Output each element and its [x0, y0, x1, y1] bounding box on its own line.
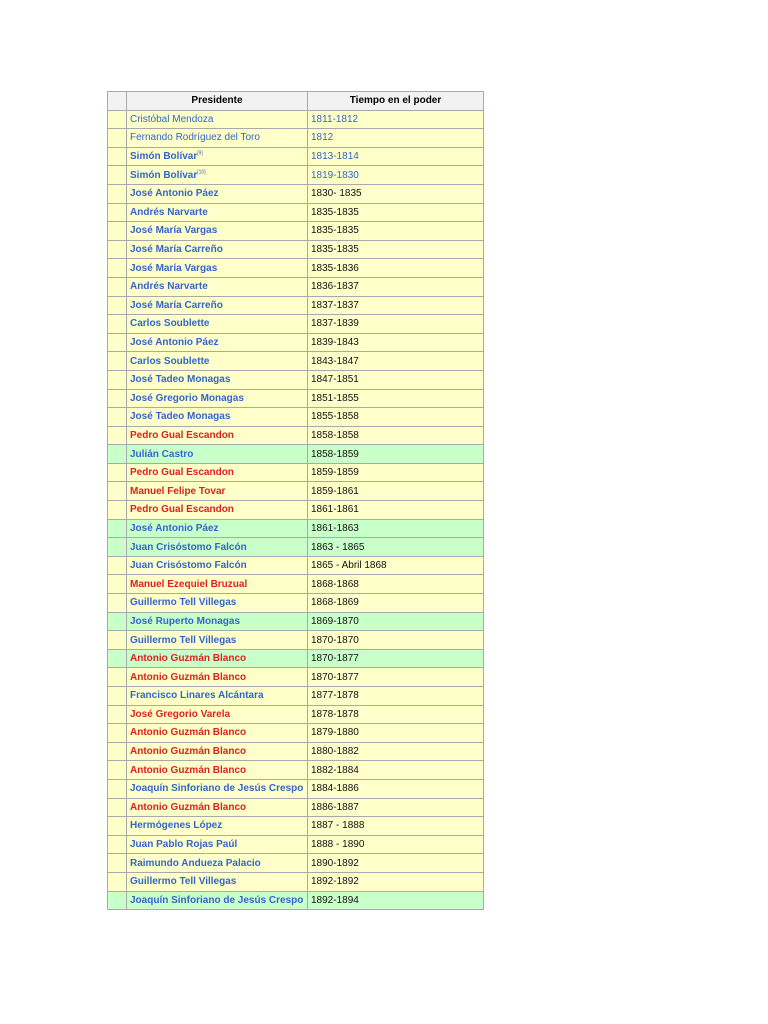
table-row — [108, 110, 484, 129]
row-index-cell — [108, 798, 127, 817]
president-name-link[interactable]: José Gregorio Varela — [130, 708, 231, 720]
president-cell — [127, 129, 308, 148]
row-index-cell — [108, 426, 127, 445]
table-row — [108, 445, 484, 464]
row-index-cell — [108, 872, 127, 891]
table-row — [108, 315, 484, 334]
president-cell — [127, 761, 308, 780]
period-cell: 1870-1877 — [308, 668, 484, 687]
president-name-link[interactable]: José Tadeo Monagas — [130, 411, 231, 423]
president-cell — [127, 705, 308, 724]
period-cell: 1870-1870 — [308, 631, 484, 650]
row-index-cell — [108, 408, 127, 427]
table-row — [108, 463, 484, 482]
period-cell: 1890-1892 — [308, 854, 484, 873]
period-cell: 1843-1847 — [308, 352, 484, 371]
period-cell: 1858-1859 — [308, 445, 484, 464]
president-cell — [127, 891, 308, 910]
president-cell — [127, 315, 308, 334]
row-index-cell — [108, 166, 127, 185]
president-cell — [127, 370, 308, 389]
row-index-cell — [108, 445, 127, 464]
row-index-cell — [108, 296, 127, 315]
table-row — [108, 166, 484, 185]
row-index-cell — [108, 129, 127, 148]
period-cell: 1863 - 1865 — [308, 538, 484, 557]
period-cell: 1861-1861 — [308, 501, 484, 520]
period-cell: 1892-1894 — [308, 891, 484, 910]
president-cell — [127, 240, 308, 259]
president-cell — [127, 519, 308, 538]
row-index-cell — [108, 649, 127, 668]
president-name-link[interactable]: Guillermo Tell Villegas — [130, 634, 237, 646]
president-cell — [127, 631, 308, 650]
row-index-cell — [108, 612, 127, 631]
table-row — [108, 370, 484, 389]
row-index-cell — [108, 203, 127, 222]
table-row — [108, 594, 484, 613]
header-period: Tiempo en el poder — [308, 92, 484, 111]
president-name-link[interactable]: José María Vargas — [130, 225, 218, 237]
row-index-cell — [108, 761, 127, 780]
period-cell: 1837-1837 — [308, 296, 484, 315]
president-cell — [127, 147, 308, 166]
president-cell — [127, 184, 308, 203]
president-name-link[interactable]: Antonio Guzmán Blanco — [130, 746, 247, 758]
period-cell: 1869-1870 — [308, 612, 484, 631]
row-index-cell — [108, 222, 127, 241]
period-cell: 1835-1835 — [308, 203, 484, 222]
reference-note[interactable]: [10] — [197, 169, 206, 176]
table-row — [108, 649, 484, 668]
period-cell: 1859-1859 — [308, 463, 484, 482]
president-name-link[interactable]: José Antonio Páez — [130, 188, 219, 200]
president-cell — [127, 817, 308, 836]
row-index-cell — [108, 240, 127, 259]
president-name-link[interactable]: José Ruperto Monagas — [130, 615, 241, 627]
row-index-cell — [108, 259, 127, 278]
table-row — [108, 631, 484, 650]
president-cell — [127, 277, 308, 296]
period-cell: 1887 - 1888 — [308, 817, 484, 836]
president-name-link[interactable]: Carlos Soublette — [130, 355, 210, 367]
president-cell — [127, 352, 308, 371]
president-cell — [127, 222, 308, 241]
president-cell — [127, 259, 308, 278]
row-index-cell — [108, 779, 127, 798]
row-index-cell — [108, 817, 127, 836]
period-cell: 1851-1855 — [308, 389, 484, 408]
president-cell — [127, 835, 308, 854]
president-cell — [127, 333, 308, 352]
president-cell — [127, 445, 308, 464]
president-name-link[interactable]: Antonio Guzmán Blanco — [130, 671, 247, 683]
president-name-link[interactable]: Julián Castro — [130, 448, 194, 460]
row-index-cell — [108, 519, 127, 538]
period-cell: 1861-1863 — [308, 519, 484, 538]
president-name-link[interactable]: Simón Bolívar — [130, 169, 198, 181]
president-cell — [127, 742, 308, 761]
president-name-link[interactable]: Manuel Ezequiel Bruzual — [130, 578, 248, 590]
president-name-link[interactable]: Guillermo Tell Villegas — [130, 876, 237, 888]
president-name-link[interactable]: Joaquín Sinforiano de Jesús Crespo — [130, 894, 304, 906]
row-index-cell — [108, 687, 127, 706]
row-index-cell — [108, 110, 127, 129]
period-cell: 1855-1858 — [308, 408, 484, 427]
row-index-cell — [108, 315, 127, 334]
president-name-link[interactable]: Antonio Guzmán Blanco — [130, 727, 247, 739]
table-body — [108, 110, 484, 910]
president-name-link[interactable]: Antonio Guzmán Blanco — [130, 653, 247, 665]
period-cell: 1882-1884 — [308, 761, 484, 780]
row-index-cell — [108, 333, 127, 352]
row-index-cell — [108, 668, 127, 687]
row-index-cell — [108, 352, 127, 371]
row-index-cell — [108, 538, 127, 557]
president-name-link[interactable]: Pedro Gual Escandon — [130, 467, 234, 479]
period-cell: 1858-1858 — [308, 426, 484, 445]
row-index-cell — [108, 482, 127, 501]
header-president: Presidente — [127, 92, 308, 111]
president-name-link[interactable]: Hermógenes López — [130, 820, 223, 832]
period-cell[interactable]: 1812 — [308, 129, 484, 148]
table-row — [108, 277, 484, 296]
president-cell — [127, 389, 308, 408]
period-cell: 1837-1839 — [308, 315, 484, 334]
period-cell: 1877-1878 — [308, 687, 484, 706]
table-row — [108, 705, 484, 724]
period-cell: 1847-1851 — [308, 370, 484, 389]
table-row — [108, 556, 484, 575]
table-row — [108, 817, 484, 836]
period-cell: 1870-1877 — [308, 649, 484, 668]
president-cell — [127, 408, 308, 427]
row-index-cell — [108, 742, 127, 761]
period-cell: 1835-1835 — [308, 240, 484, 259]
table-row — [108, 501, 484, 520]
period-cell[interactable]: 1813-1814 — [308, 147, 484, 166]
table-row — [108, 668, 484, 687]
row-index-cell — [108, 891, 127, 910]
president-cell — [127, 668, 308, 687]
period-cell: 1888 - 1890 — [308, 835, 484, 854]
president-name-link[interactable]: Cristóbal Mendoza — [130, 113, 214, 125]
period-cell: 1830- 1835 — [308, 184, 484, 203]
header-index — [108, 92, 127, 111]
president-name-link[interactable]: Juan Crisóstomo Falcón — [130, 541, 247, 553]
president-name-link[interactable]: Manuel Felipe Tovar — [130, 485, 226, 497]
president-cell — [127, 649, 308, 668]
president-name-link[interactable]: Raimundo Andueza Palacio — [130, 857, 261, 869]
table-row — [108, 222, 484, 241]
row-index-cell — [108, 705, 127, 724]
presidents-table — [107, 91, 484, 910]
row-index-cell — [108, 389, 127, 408]
period-cell: 1835-1836 — [308, 259, 484, 278]
president-name-link[interactable]: Juan Crisóstomo Falcón — [130, 560, 247, 572]
president-cell — [127, 687, 308, 706]
president-cell — [127, 463, 308, 482]
president-name-link[interactable]: Juan Pablo Rojas Paúl — [130, 839, 238, 851]
period-cell: 1879-1880 — [308, 724, 484, 743]
header-row — [108, 92, 484, 111]
president-name-link[interactable]: Simón Bolívar — [130, 151, 198, 163]
president-cell — [127, 556, 308, 575]
president-name-link[interactable]: José María Carreño — [130, 244, 223, 256]
row-index-cell — [108, 724, 127, 743]
president-cell — [127, 482, 308, 501]
period-cell: 1892-1892 — [308, 872, 484, 891]
row-index-cell — [108, 501, 127, 520]
table-row — [108, 891, 484, 910]
president-name-link[interactable]: Pedro Gual Escandon — [130, 504, 234, 516]
president-name-link[interactable]: Fernando Rodríguez del Toro — [130, 132, 260, 144]
president-name-link[interactable]: Andrés Narvarte — [130, 281, 208, 293]
table-row — [108, 519, 484, 538]
president-name-link[interactable]: Antonio Guzmán Blanco — [130, 801, 247, 813]
president-cell — [127, 110, 308, 129]
table-row — [108, 389, 484, 408]
president-cell — [127, 426, 308, 445]
table-row — [108, 835, 484, 854]
period-cell: 1865 - Abril 1868 — [308, 556, 484, 575]
row-index-cell — [108, 184, 127, 203]
period-cell: 1880-1882 — [308, 742, 484, 761]
period-cell: 1835-1835 — [308, 222, 484, 241]
table-row — [108, 408, 484, 427]
period-cell: 1868-1868 — [308, 575, 484, 594]
president-name-link[interactable]: José Antonio Páez — [130, 522, 219, 534]
row-index-cell — [108, 147, 127, 166]
president-name-link[interactable]: Joaquín Sinforiano de Jesús Crespo — [130, 783, 304, 795]
row-index-cell — [108, 594, 127, 613]
president-cell — [127, 594, 308, 613]
president-name-link[interactable]: Francisco Linares Alcántara — [130, 690, 264, 702]
president-cell — [127, 779, 308, 798]
row-index-cell — [108, 835, 127, 854]
table-row — [108, 240, 484, 259]
table-row — [108, 352, 484, 371]
row-index-cell — [108, 631, 127, 650]
president-name-link[interactable]: Antonio Guzmán Blanco — [130, 764, 247, 776]
table-row — [108, 296, 484, 315]
president-cell — [127, 166, 308, 185]
table-row — [108, 687, 484, 706]
table-row — [108, 426, 484, 445]
table-row — [108, 482, 484, 501]
table-row — [108, 203, 484, 222]
president-name-link[interactable]: José Tadeo Monagas — [130, 374, 231, 386]
period-cell: 1836-1837 — [308, 277, 484, 296]
president-cell — [127, 872, 308, 891]
president-cell — [127, 724, 308, 743]
president-name-link[interactable]: Andrés Narvarte — [130, 206, 208, 218]
table-row — [108, 147, 484, 166]
table-row — [108, 742, 484, 761]
period-cell: 1868-1869 — [308, 594, 484, 613]
table-row — [108, 184, 484, 203]
period-cell: 1878-1878 — [308, 705, 484, 724]
president-cell — [127, 798, 308, 817]
row-index-cell — [108, 556, 127, 575]
table-row — [108, 724, 484, 743]
president-name-link[interactable]: Pedro Gual Escandon — [130, 429, 234, 441]
president-cell — [127, 612, 308, 631]
president-cell — [127, 501, 308, 520]
period-cell: 1839-1843 — [308, 333, 484, 352]
president-cell — [127, 538, 308, 557]
table-row — [108, 872, 484, 891]
table-row — [108, 129, 484, 148]
president-cell — [127, 203, 308, 222]
table-row — [108, 538, 484, 557]
table-row — [108, 612, 484, 631]
period-cell: 1859-1861 — [308, 482, 484, 501]
president-name-link[interactable]: José Gregorio Monagas — [130, 392, 244, 404]
table-row — [108, 798, 484, 817]
period-cell: 1884-1886 — [308, 779, 484, 798]
president-name-link[interactable]: José Antonio Páez — [130, 337, 219, 349]
row-index-cell — [108, 854, 127, 873]
period-cell[interactable]: 1811-1812 — [308, 110, 484, 129]
reference-note[interactable]: [9] — [197, 150, 203, 157]
president-name-link[interactable]: Guillermo Tell Villegas — [130, 597, 237, 609]
president-cell — [127, 854, 308, 873]
period-cell[interactable]: 1819-1830 — [308, 166, 484, 185]
table-row — [108, 259, 484, 278]
president-cell — [127, 575, 308, 594]
president-cell — [127, 296, 308, 315]
table-row — [108, 854, 484, 873]
row-index-cell — [108, 575, 127, 594]
president-name-link[interactable]: José María Carreño — [130, 299, 223, 311]
row-index-cell — [108, 277, 127, 296]
period-cell: 1886-1887 — [308, 798, 484, 817]
table-row — [108, 333, 484, 352]
table-row — [108, 761, 484, 780]
president-name-link[interactable]: Carlos Soublette — [130, 318, 210, 330]
row-index-cell — [108, 463, 127, 482]
row-index-cell — [108, 370, 127, 389]
president-name-link[interactable]: José María Vargas — [130, 262, 218, 274]
table-row — [108, 575, 484, 594]
table-row — [108, 779, 484, 798]
